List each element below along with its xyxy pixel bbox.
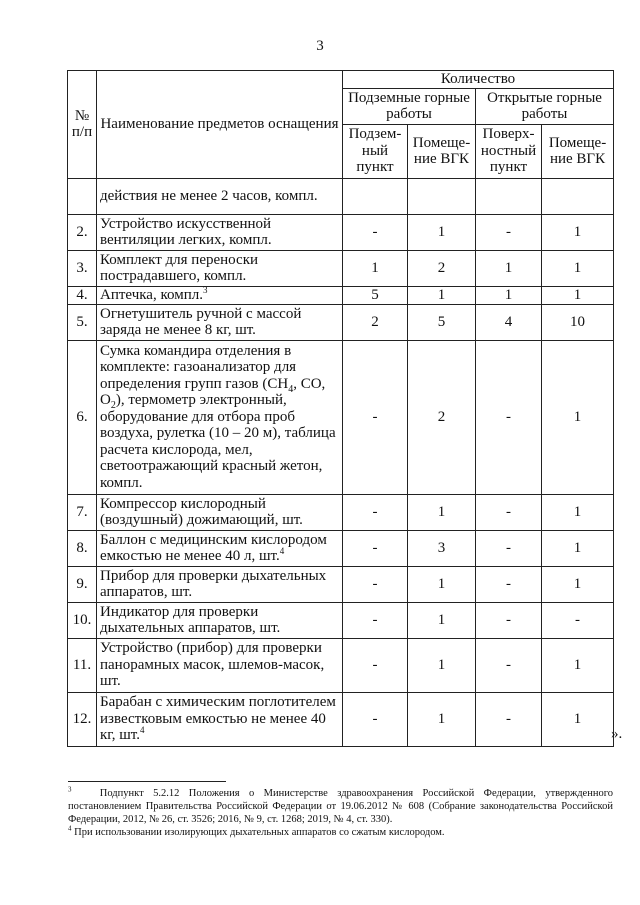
footnote-mark: 4	[68, 824, 72, 833]
row-num: 12.	[68, 692, 97, 746]
row-value-open-vgk: 1	[542, 638, 614, 692]
row-value-surface-point: 1	[476, 250, 542, 286]
table-header	[68, 71, 614, 179]
table-row	[68, 214, 614, 250]
row-value-open-vgk: 1	[542, 340, 614, 494]
row-num: 3.	[68, 250, 97, 286]
row-value-underground-point: -	[343, 530, 408, 566]
row-value-underground-point: -	[343, 638, 408, 692]
row-name: Компрессор кислородный (воздушный) дожимающий, шт.	[97, 494, 343, 530]
footnote-divider	[68, 781, 226, 782]
row-num	[68, 178, 97, 214]
row-num: 7.	[68, 494, 97, 530]
table-body	[68, 178, 614, 746]
row-num: 5.	[68, 304, 97, 340]
row-value-open-vgk: 10	[542, 304, 614, 340]
row-value-surface-point: -	[476, 602, 542, 638]
table-row	[68, 304, 614, 340]
row-name: Прибор для проверки дыхательных аппаратов, шт.	[97, 566, 343, 602]
row-value-underground-vgk: 1	[408, 692, 476, 746]
row-name: Баллон с медицинским кислородом емкостью не менее 40 л, шт.	[100, 531, 327, 564]
footnote-ref-4: 4	[139, 725, 145, 736]
row-value-underground-point: 2	[343, 304, 408, 340]
row-name: действия не менее 2 часов, компл.	[97, 178, 343, 214]
header-underground-vgk: Помеще-ние ВГК	[408, 124, 476, 178]
footnote-ref-4: 4	[279, 546, 285, 556]
header-quantity: Количество	[343, 71, 614, 89]
row-value-open-vgk: 1	[542, 214, 614, 250]
row-value-open-vgk: 1	[542, 566, 614, 602]
row-value-open-vgk: 1	[542, 530, 614, 566]
row-name-cell	[97, 530, 343, 566]
row-value-underground-point: -	[343, 692, 408, 746]
row-name: Индикатор для проверки дыхательных аппаратов, шт.	[97, 602, 343, 638]
table-row-continuation	[68, 178, 614, 214]
row-value-underground-point: 5	[343, 286, 408, 304]
row-value-surface-point: -	[476, 494, 542, 530]
row-name: Огнетушитель ручной с массой заряда не менее 8 кг, шт.	[97, 304, 343, 340]
row-name: Устройство искусственной вентиляции легких, компл.	[97, 214, 343, 250]
row-num: 8.	[68, 530, 97, 566]
table-row	[68, 250, 614, 286]
row-value-open-vgk: 1	[542, 250, 614, 286]
row-value-underground-vgk: 2	[408, 250, 476, 286]
row-value-surface-point: -	[476, 530, 542, 566]
row-num: 4.	[68, 286, 97, 304]
row-value-underground-vgk: 1	[408, 494, 476, 530]
row-value-underground-vgk: 2	[408, 340, 476, 494]
table-row	[68, 692, 614, 746]
header-surface-point: Поверх-ностный пункт	[476, 124, 542, 178]
row-value-surface-point: -	[476, 566, 542, 602]
row-value-underground-point: 1	[343, 250, 408, 286]
header-num: № п/п	[68, 71, 97, 179]
row-num: 11.	[68, 638, 97, 692]
table-row	[68, 638, 614, 692]
row-value-open-vgk: 1	[542, 494, 614, 530]
row-value-underground-point: -	[343, 214, 408, 250]
closing-quote: ».	[611, 726, 623, 742]
row-value-surface-point: -	[476, 340, 542, 494]
table-row	[68, 530, 614, 566]
row-value-underground-point: -	[343, 566, 408, 602]
row-num: 9.	[68, 566, 97, 602]
row-name: Комплект для переноски пострадавшего, компл.	[97, 250, 343, 286]
row-value-underground-point: -	[343, 340, 408, 494]
row-name-cell	[97, 286, 343, 304]
row-value-underground-vgk: 3	[408, 530, 476, 566]
footnote-4	[68, 826, 613, 839]
row-value-underground-vgk: 1	[408, 638, 476, 692]
footnote-text: Подпункт 5.2.12 Положения о Министерстве здравоохранения Российской Федерации, утвержденного постановлением Правительства Российской Федерации от 19.06.2012 № 608 (Собрание законодательства Российской Федерации, 2012, № 26, ст. 3526; 2016, № 9, ст. 1268; 2019, № 4, ст. 330).	[68, 788, 614, 825]
row-name-cell	[97, 692, 343, 746]
table-row	[68, 286, 614, 304]
footnote-ref-3: 3	[202, 284, 208, 295]
row-value-surface-point: -	[476, 214, 542, 250]
row-value-underground-vgk: 5	[408, 304, 476, 340]
row-value-underground-vgk: 1	[408, 566, 476, 602]
table-row	[68, 494, 614, 530]
row-value-open-vgk: -	[542, 602, 614, 638]
table-row	[68, 340, 614, 494]
page-number: 3	[316, 38, 324, 54]
row-num: 10.	[68, 602, 97, 638]
row-value-underground-vgk: 1	[408, 214, 476, 250]
header-open-vgk: Помеще-ние ВГК	[542, 124, 614, 178]
row-num: 6.	[68, 340, 97, 494]
footnote-mark: 3	[68, 785, 72, 794]
row-name-cell: Сумка командира отделения в комплекте: газоанализатор для определения групп газов ($СН_4$, СО, $О_2$), термометр электронный, оборудование для отбора проб воздуха, рулетка (10 – 20 м), таблица расчета кислорода, мел, светоотражающий красный жетон, компл.	[97, 340, 343, 494]
row-name: Устройство (прибор) для проверки панорамных масок, шлемов-масок, шт.	[97, 638, 343, 692]
row-num: 2.	[68, 214, 97, 250]
row-name: Барабан с химическим поглотителем известковым емкостью не менее 40 кг, шт.	[100, 694, 336, 744]
header-underground-point: Подзем-ный пункт	[343, 124, 408, 178]
table-row	[68, 566, 614, 602]
footnotes	[68, 787, 613, 839]
row-value-open-vgk: 1	[542, 692, 614, 746]
header-open-pit: Открытые горные работы	[476, 88, 614, 124]
row-value-surface-point: 1	[476, 286, 542, 304]
row-value-surface-point: -	[476, 692, 542, 746]
row-value-underground-vgk: 1	[408, 602, 476, 638]
row-value-underground-point: -	[343, 602, 408, 638]
row-value-surface-point: -	[476, 638, 542, 692]
footnote-3	[68, 787, 613, 826]
header-name: Наименование предметов оснащения	[97, 71, 343, 179]
equipment-table	[67, 70, 614, 747]
row-value-underground-vgk: 1	[408, 286, 476, 304]
table-row	[68, 602, 614, 638]
row-value-open-vgk: 1	[542, 286, 614, 304]
row-value-surface-point: 4	[476, 304, 542, 340]
footnote-text: При использовании изолирующих дыхательных аппаратов со сжатым кислородом.	[74, 827, 445, 838]
row-name: Аптечка, компл.	[100, 286, 203, 303]
row-value-underground-point: -	[343, 494, 408, 530]
header-underground: Подземные горные работы	[343, 88, 476, 124]
